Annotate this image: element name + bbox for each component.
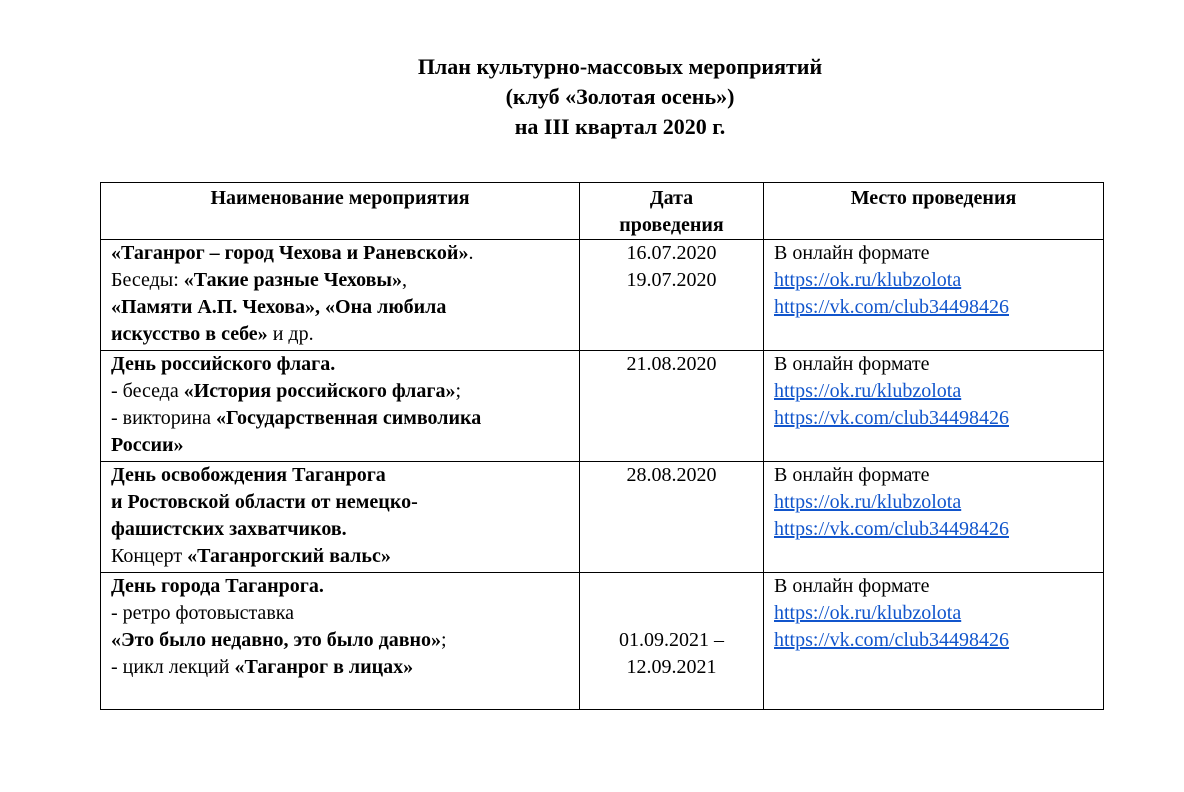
event-title-bold: «Таганрог в лицах»: [234, 656, 414, 678]
event-title-bold: День освобождения Таганрога: [111, 464, 386, 486]
event-text: - ретро фотовыставка: [111, 602, 295, 624]
event-text: - цикл лекций: [111, 656, 235, 678]
header-date-line2: проведения: [619, 214, 724, 236]
header-date: [580, 183, 764, 240]
event-date: 16.07.2020: [626, 242, 717, 264]
event-title-bold: «Государственная символика: [216, 407, 482, 429]
event-text: ,: [402, 269, 408, 291]
event-text-line: [111, 600, 569, 627]
event-date: 01.09.2021 –: [619, 629, 724, 651]
place-cell: [764, 240, 1104, 351]
event-text-line: [111, 294, 569, 321]
event-cell: [101, 351, 580, 462]
event-text-line: [111, 351, 569, 378]
event-cell: [101, 573, 580, 710]
ok-ru-link[interactable]: https://ok.ru/klubzolota: [774, 602, 962, 624]
event-text-line: [111, 378, 569, 405]
date-cell: [580, 240, 764, 351]
place-text: В онлайн формате: [774, 575, 930, 597]
vk-link[interactable]: https://vk.com/club34498426: [774, 296, 1009, 318]
event-date: 28.08.2020: [626, 464, 717, 486]
event-text: ;: [455, 380, 462, 402]
event-text: - викторина: [111, 407, 217, 429]
event-date: 19.07.2020: [626, 269, 717, 291]
table-header-row: [101, 183, 1104, 240]
ok-ru-link[interactable]: https://ok.ru/klubzolota: [774, 380, 962, 402]
event-title-bold: «Таганрогский вальс»: [187, 545, 391, 567]
title-line-2: (клуб «Золотая осень»): [505, 84, 735, 109]
event-text: и др.: [267, 323, 314, 345]
vk-link[interactable]: https://vk.com/club34498426: [774, 518, 1009, 540]
table-row: [101, 351, 1104, 462]
event-text-line: [111, 489, 569, 516]
event-date: 12.09.2021: [626, 656, 717, 678]
event-title-bold: России»: [111, 434, 184, 456]
event-text: ;: [441, 629, 447, 651]
event-text-line: [111, 627, 569, 654]
date-cell: [580, 462, 764, 573]
event-text-line: [111, 516, 569, 543]
title-line-3: на III квартал 2020 г.: [514, 114, 726, 139]
event-title-bold: «Это было недавно, это было давно»: [111, 629, 442, 651]
event-title-bold: фашистских захватчиков.: [111, 518, 347, 540]
event-text-line: [111, 240, 569, 267]
header-date-line1: Дата: [649, 187, 694, 209]
events-table: [100, 182, 1104, 710]
date-range: [580, 627, 763, 681]
vk-link[interactable]: https://vk.com/club34498426: [774, 629, 1009, 651]
place-cell: [764, 351, 1104, 462]
ok-ru-link[interactable]: https://ok.ru/klubzolota: [774, 269, 962, 291]
event-text-line: [111, 321, 569, 348]
event-text-line: [111, 267, 569, 294]
event-title-bold: «Такие разные Чеховы»: [183, 269, 403, 291]
header-event-name: Наименование мероприятия: [101, 183, 580, 240]
place-text: В онлайн формате: [774, 353, 930, 375]
event-text: .: [468, 242, 474, 264]
event-title-bold: «История российского флага»: [183, 380, 456, 402]
ok-ru-link[interactable]: https://ok.ru/klubzolota: [774, 491, 962, 513]
document-title: [0, 52, 1184, 142]
event-text-line: [111, 654, 569, 681]
header-place: Место проведения: [764, 183, 1104, 240]
event-text: Концерт: [111, 545, 188, 567]
event-title-bold: День города Таганрога.: [111, 575, 324, 597]
event-text-line: [111, 432, 569, 459]
event-title-bold: «Таганрог – город Чехова и Раневской»: [111, 242, 469, 264]
event-date: 21.08.2020: [626, 353, 717, 375]
event-cell: [101, 240, 580, 351]
event-text-line: [111, 462, 569, 489]
vk-link[interactable]: https://vk.com/club34498426: [774, 407, 1009, 429]
event-text-line: [111, 573, 569, 600]
table-row: [101, 240, 1104, 351]
event-text-line: [111, 405, 569, 432]
place-text: В онлайн формате: [774, 242, 930, 264]
event-title-bold: День российского флага.: [111, 353, 336, 375]
event-title-bold: «Памяти А.П. Чехова», «Она любила: [111, 296, 447, 318]
event-text: - беседа: [111, 380, 184, 402]
date-cell: [580, 351, 764, 462]
event-cell: [101, 462, 580, 573]
table-row: [101, 573, 1104, 710]
place-cell: [764, 573, 1104, 710]
event-title-bold: искусство в себе»: [111, 323, 268, 345]
event-text: Беседы:: [111, 269, 184, 291]
event-title-bold: и Ростовской области от немецко-: [111, 491, 418, 513]
place-cell: [764, 462, 1104, 573]
date-cell: [580, 573, 764, 710]
place-text: В онлайн формате: [774, 464, 930, 486]
event-text-line: [111, 543, 569, 570]
table-row: [101, 462, 1104, 573]
title-line-1: План культурно-массовых мероприятий: [417, 54, 823, 79]
